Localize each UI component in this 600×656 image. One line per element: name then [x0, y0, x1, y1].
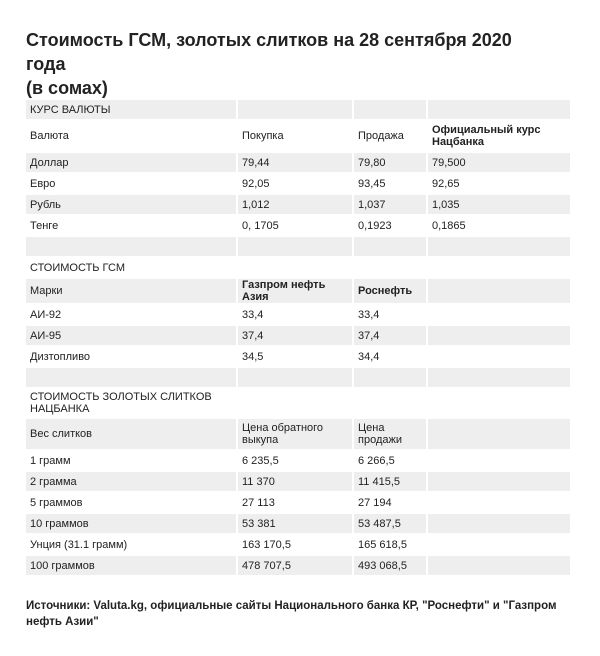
- table-cell: Унция (31.1 грамм): [26, 535, 236, 554]
- table-row: [26, 305, 570, 324]
- table-cell: 53 487,5: [354, 514, 426, 533]
- table-cell: 100 граммов: [26, 556, 236, 575]
- table-row: [26, 451, 570, 470]
- gold-section-title: СТОИМОСТЬ ЗОЛОТЫХ СЛИТКОВ НАЦБАНКА: [26, 389, 236, 417]
- table-cell: 33,4: [238, 305, 352, 324]
- table-header-cell: Цена обратного выкупа: [238, 419, 352, 449]
- table-row: [26, 216, 570, 235]
- table-cell: 27 194: [354, 493, 426, 512]
- table-cell: 11 370: [238, 472, 352, 491]
- currency-section-title: КУРС ВАЛЮТЫ: [26, 100, 236, 119]
- table-cell: АИ-92: [26, 305, 236, 324]
- table-cell: 79,500: [428, 153, 570, 172]
- table-row: [26, 347, 570, 366]
- table-cell: 0,1923: [354, 216, 426, 235]
- table-cell: 11 415,5: [354, 472, 426, 491]
- sources-note: Источники: Valuta.kg, официальные сайты Национального банка КР, "Роснефти" и "Газпром нефть Азии": [26, 600, 557, 628]
- table-row: [26, 326, 570, 345]
- table-cell: 6 235,5: [238, 451, 352, 470]
- table-cell: 1,012: [238, 195, 352, 214]
- table-cell: 79,80: [354, 153, 426, 172]
- table-header-cell: Покупка: [238, 121, 352, 151]
- table-cell: 79,44: [238, 153, 352, 172]
- table-row: [26, 472, 570, 491]
- currency-section-row: [26, 100, 570, 119]
- table-cell: Рубль: [26, 195, 236, 214]
- table-cell: Дизтопливо: [26, 347, 236, 366]
- table-cell: 163 170,5: [238, 535, 352, 554]
- table-cell: 27 113: [238, 493, 352, 512]
- table-cell: АИ-95: [26, 326, 236, 345]
- table-row: [26, 535, 570, 554]
- table-cell: 478 707,5: [238, 556, 352, 575]
- table-header-cell: Продажа: [354, 121, 426, 151]
- table-cell: Евро: [26, 174, 236, 193]
- table-cell: Тенге: [26, 216, 236, 235]
- table-row: [26, 153, 570, 172]
- table-header-cell: Официальный курс Нацбанка: [428, 121, 570, 151]
- fuel-section-title: СТОИМОСТЬ ГСМ: [26, 258, 236, 277]
- table-row: [26, 493, 570, 512]
- table-cell: 37,4: [354, 326, 426, 345]
- table-cell: 92,65: [428, 174, 570, 193]
- table-cell: 53 381: [238, 514, 352, 533]
- table-row: [26, 514, 570, 533]
- table-row: [26, 195, 570, 214]
- title-line-2: (в сомах): [26, 78, 108, 98]
- table-cell: 33,4: [354, 305, 426, 324]
- spacer-row: [26, 237, 570, 256]
- table-cell: 0,1865: [428, 216, 570, 235]
- table-cell: 34,5: [238, 347, 352, 366]
- table-cell: Доллар: [26, 153, 236, 172]
- table-cell: 5 граммов: [26, 493, 236, 512]
- table-header-cell: Роснефть: [354, 279, 426, 303]
- table-header-cell: Вес слитков: [26, 419, 236, 449]
- rates-table: [24, 98, 572, 577]
- table-cell: 165 618,5: [354, 535, 426, 554]
- table-cell: 92,05: [238, 174, 352, 193]
- table-header-cell: Газпром нефть Азия: [238, 279, 352, 303]
- table-cell: 1,035: [428, 195, 570, 214]
- title-line-1: Стоимость ГСМ, золотых слитков на 28 сентября 2020 года: [26, 30, 512, 74]
- table-header-cell: Цена продажи: [354, 419, 426, 449]
- table-row: [26, 556, 570, 575]
- spacer-row: [26, 368, 570, 387]
- table-cell: 93,45: [354, 174, 426, 193]
- table-cell: 2 грамма: [26, 472, 236, 491]
- table-header-cell: Марки: [26, 279, 236, 303]
- gold-section-row: [26, 389, 570, 417]
- currency-header-row: [26, 121, 570, 151]
- table-cell: 493 068,5: [354, 556, 426, 575]
- table-cell: 34,4: [354, 347, 426, 366]
- fuel-section-row: [26, 258, 570, 277]
- table-cell: 6 266,5: [354, 451, 426, 470]
- table-cell: 1 грамм: [26, 451, 236, 470]
- table-row: [26, 174, 570, 193]
- table-cell: 1,037: [354, 195, 426, 214]
- fuel-header-row: [26, 279, 570, 303]
- table-cell: 0, 1705: [238, 216, 352, 235]
- table-cell: 37,4: [238, 326, 352, 345]
- page-title: [26, 28, 526, 100]
- table-header-cell: Валюта: [26, 121, 236, 151]
- table-cell: 10 граммов: [26, 514, 236, 533]
- gold-header-row: [26, 419, 570, 449]
